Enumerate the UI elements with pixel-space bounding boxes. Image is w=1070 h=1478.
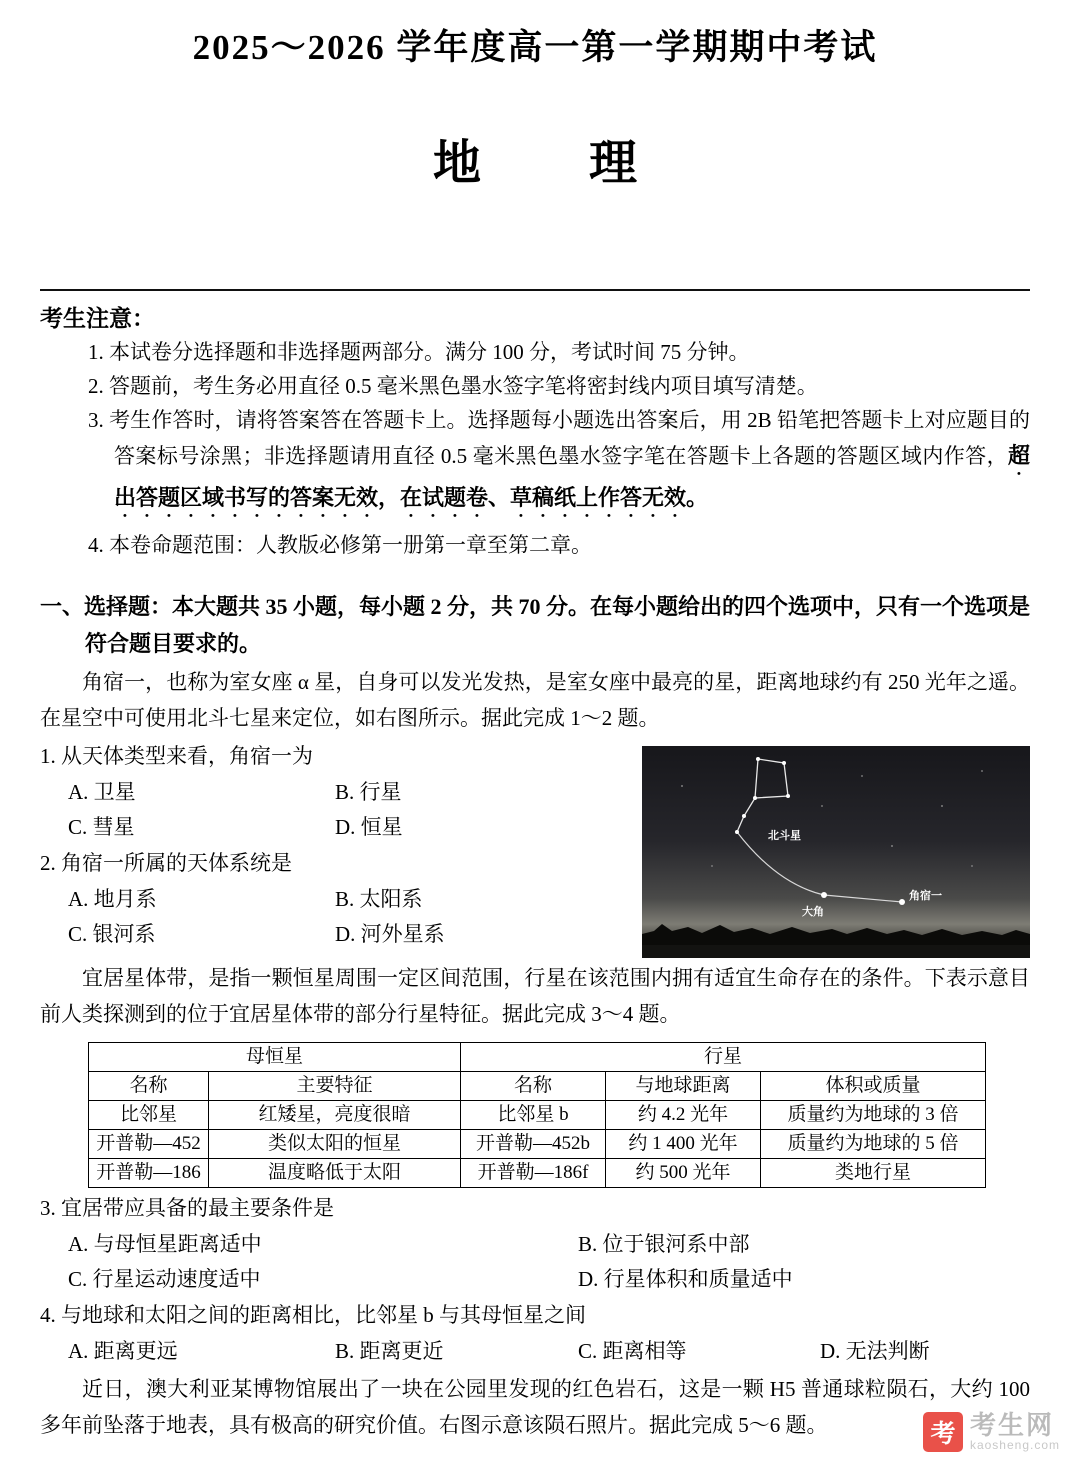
q2-option-c: C. 银河系 <box>68 922 156 946</box>
notice-title: 考生注意： <box>40 306 155 331</box>
group-header-planet: 行星 <box>461 1043 986 1072</box>
q3-option-d: D. 行星体积和质量适中 <box>578 1267 793 1291</box>
col-header: 名称 <box>89 1072 209 1101</box>
sky-background <box>642 746 1030 958</box>
cell: 开普勒—452b <box>461 1130 606 1159</box>
col-header: 与地球距离 <box>606 1072 761 1101</box>
table-group-header-row <box>89 1043 986 1072</box>
q1-option-d: D. 恒星 <box>335 815 403 839</box>
night-sky-svg <box>642 746 1030 958</box>
question-2-stem: 2. 角宿一所属的天体系统是 <box>40 851 292 875</box>
notice-item-2: 2. 答题前，考生务必用直径 0.5 毫米黑色墨水签字笔将密封线内项目填写清楚。 <box>88 374 818 398</box>
label-spica: 角宿一 <box>909 890 942 902</box>
notice-item-3-text: 3. 考生作答时，请将答案答在答题卡上。选择题每小题选出答案后，用 2B 铅笔把答题卡上对应题目的答案标号涂黑；非选择题请用直径 0.5 毫米黑色墨水签字笔在答题卡上各题的答题区域内作答， <box>88 408 1030 468</box>
cell: 比邻星 b <box>461 1101 606 1130</box>
water-strip <box>642 945 1030 958</box>
cell: 红矮星，亮度很暗 <box>209 1101 461 1130</box>
kaosheng-domain: kaosheng.com <box>969 1438 1060 1453</box>
col-header: 主要特征 <box>209 1072 461 1101</box>
table-row <box>89 1101 986 1130</box>
question-1-stem: 1. 从天体类型来看，角宿一为 <box>40 744 313 768</box>
subject-title: 地理 <box>432 137 745 190</box>
q4-option-c: C. 距离相等 <box>578 1339 687 1363</box>
arcturus-star <box>821 892 827 898</box>
q4-option-d: D. 无法判断 <box>820 1339 930 1363</box>
exam-title: 2025～2026 学年度高一第一学期期中考试 <box>192 28 878 67</box>
q1-option-c: C. 彗星 <box>68 815 135 839</box>
cell: 类似太阳的恒星 <box>209 1130 461 1159</box>
question-3-stem: 3. 宜居带应具备的最主要条件是 <box>40 1196 334 1220</box>
q2-option-d: D. 河外星系 <box>335 922 445 946</box>
q3-option-b: B. 位于银河系中部 <box>578 1232 750 1256</box>
cell: 开普勒—452 <box>89 1130 209 1159</box>
label-big-dipper: 北斗星 <box>768 830 801 842</box>
cell: 开普勒—186f <box>461 1159 606 1188</box>
kaosheng-logo-icon: 考 <box>923 1412 963 1452</box>
notice-section <box>40 303 1030 562</box>
q2-option-b: B. 太阳系 <box>335 887 423 911</box>
kaosheng-watermark <box>923 1412 1060 1452</box>
q4-option-b: B. 距离更近 <box>335 1339 444 1363</box>
section-1-heading: 一、选择题：本大题共 35 小题，每小题 2 分，共 70 分。在每小题给出的四个选项中，只有一个选项是符合题目要求的。 <box>40 594 1031 656</box>
q2-option-a: A. 地月系 <box>68 887 157 911</box>
cell: 比邻星 <box>89 1101 209 1130</box>
table-header-row <box>89 1072 986 1101</box>
kaosheng-name: 考生网 <box>969 1410 1054 1441</box>
passage-2: 宜居星体带，是指一颗恒星周围一定区间范围，行星在该范围内拥有适宜生命存在的条件。下表示意目前人类探测到的位于宜居星体带的部分行星特征。据此完成 3～4 题。 <box>40 966 1030 1026</box>
col-header: 名称 <box>461 1072 606 1101</box>
q1-option-b: B. 行星 <box>335 780 402 804</box>
q3-option-c: C. 行星运动速度适中 <box>68 1267 261 1291</box>
constellation-photo <box>642 746 1030 958</box>
group-header-host-star: 母恒星 <box>89 1043 461 1072</box>
question-3-options <box>40 1227 1030 1297</box>
question-block-1-2 <box>40 738 1030 958</box>
notice-item-3-emphasis: 超出答题区域书写的答案无效，在试题卷、草稿纸上作答无效。 <box>114 443 1030 510</box>
question-2-options <box>40 882 632 952</box>
question-1-options <box>40 775 632 845</box>
cell: 温度略低于太阳 <box>209 1159 461 1188</box>
cell: 开普勒—186 <box>89 1159 209 1188</box>
notice-item-1: 1. 本试卷分选择题和非选择题两部分。满分 100 分，考试时间 75 分钟。 <box>88 340 750 364</box>
cell: 类地行星 <box>761 1159 986 1188</box>
cell: 质量约为地球的 5 倍 <box>761 1130 986 1159</box>
q3-option-a: A. 与母恒星距离适中 <box>68 1232 262 1256</box>
passage-3: 近日，澳大利亚某博物馆展出了一块在公园里发现的红色岩石，这是一颗 H5 普通球粒陨石，大约 100 多年前坠落于地表，具有极高的研究价值。右图示意该陨石照片。据此完成 5～6 题。 <box>40 1377 1030 1437</box>
label-arcturus: 大角 <box>802 906 824 918</box>
spica-star <box>899 899 905 905</box>
cell: 约 1 400 光年 <box>606 1130 761 1159</box>
planet-table <box>88 1042 986 1188</box>
col-header: 体积或质量 <box>761 1072 986 1101</box>
cell: 质量约为地球的 3 倍 <box>761 1101 986 1130</box>
questions-1-2 <box>40 738 642 958</box>
question-4-stem: 4. 与地球和太阳之间的距离相比，比邻星 b 与其母恒星之间 <box>40 1303 586 1327</box>
notice-item-3 <box>40 403 1030 528</box>
q4-option-a: A. 距离更远 <box>68 1339 178 1363</box>
cell: 约 500 光年 <box>606 1159 761 1188</box>
divider <box>40 289 1030 291</box>
cell: 约 4.2 光年 <box>606 1101 761 1130</box>
kaosheng-text <box>970 1412 1060 1452</box>
notice-item-4: 4. 本卷命题范围：人教版必修第一册第一章至第二章。 <box>88 533 592 557</box>
passage-1: 角宿一，也称为室女座 α 星，自身可以发光发热，是室女座中最亮的星，距离地球约有 250 光年之遥。在星空中可使用北斗七星来定位，如右图所示。据此完成 1～2 题。 <box>40 670 1030 730</box>
table-row <box>89 1159 986 1188</box>
table-row <box>89 1130 986 1159</box>
question-4-options <box>40 1334 1030 1369</box>
q1-option-a: A. 卫星 <box>68 780 136 804</box>
